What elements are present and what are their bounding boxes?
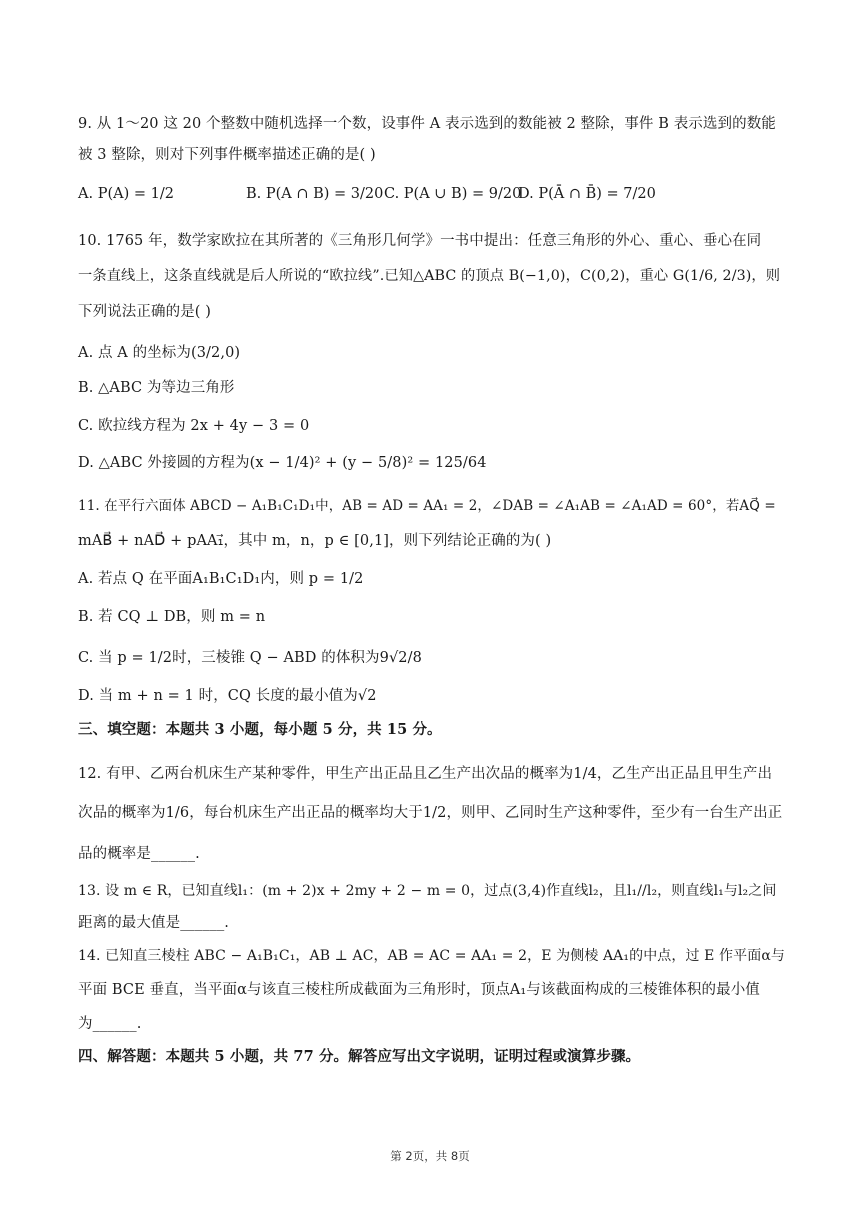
q9-option-b: B. P(A ∩ B) = 3/20 <box>246 186 384 202</box>
q10-option-a: A. 点 A 的坐标为(3/2,0) <box>78 345 241 361</box>
q12-line3: 品的概率是______. <box>78 846 200 862</box>
q11-option-b: B. 若 CQ ⊥ DB，则 m = n <box>78 609 266 625</box>
q9-line1: 9. 从 1～20 这 20 个整数中随机选择一个数，设事件 A 表示选到的数能被 2 整除，事件 B 表示选到的数能 <box>78 116 776 132</box>
q10-line3: 下列说法正确的是( ) <box>78 304 212 320</box>
section-heading-answers: 四、解答题：本题共 5 小题，共 77 分。解答应写出文字说明，证明过程或演算步骤。 <box>78 1048 641 1065</box>
q14-line1: 14. 已知直三棱柱 ABC − A₁B₁C₁，AB ⊥ AC，AB = AC = AA₁ = 2，E 为侧棱 AA₁的中点，过 E 作平面α与 <box>78 948 785 964</box>
q9-option-a: A. P(A) = 1/2 <box>78 186 174 202</box>
q11-line2: mAB⃗ + nAD⃗ + pAA₁⃗，其中 m，n，p ∈ [0,1]，则下列结论正确的为( ) <box>78 533 552 549</box>
q10-option-b: B. △ABC 为等边三角形 <box>78 380 235 396</box>
q10-option-d: D. △ABC 外接圆的方程为(x − 1/4)² + (y − 5/8)² = 125/64 <box>78 455 487 471</box>
q10-line2: 一条直线上，这条直线就是后人所说的“欧拉线”.已知△ABC 的顶点 B(−1,0)，C(0,2)，重心 G(1/6, 2/3)，则 <box>78 268 781 284</box>
q10-option-c: C. 欧拉线方程为 2x + 4y − 3 = 0 <box>78 418 310 434</box>
section-heading-fill-in: 三、填空题：本题共 3 小题，每小题 5 分，共 15 分。 <box>78 721 442 738</box>
q9-option-c: C. P(A ∪ B) = 9/20 <box>384 186 522 202</box>
q10-line1: 10. 1765 年，数学家欧拉在其所著的《三角形几何学》一书中提出：任意三角形的外心、重心、垂心在同 <box>78 233 762 249</box>
q13-line1: 13. 设 m ∈ R，已知直线l₁：(m + 2)x + 2my + 2 − m = 0，过点(3,4)作直线l₂，且l₁//l₂，则直线l₁与l₂之间 <box>78 883 777 899</box>
q11-option-a: A. 若点 Q 在平面A₁B₁C₁D₁内，则 p = 1/2 <box>78 571 364 587</box>
q14-line2: 平面 BCE 垂直，当平面α与该直三棱柱所成截面为三角形时，顶点A₁与该截面构成的三棱锥体积的最小值 <box>78 982 760 998</box>
q11-option-d: D. 当 m + n = 1 时，CQ 长度的最小值为√2 <box>78 688 377 704</box>
q13-line2: 距离的最大值是______. <box>78 915 230 931</box>
q12-line1: 12. 有甲、乙两台机床生产某种零件，甲生产出正品且乙生产出次品的概率为1/4，乙生产出正品且甲生产出 <box>78 766 773 782</box>
q11-line1: 11. 在平行六面体 ABCD − A₁B₁C₁D₁中，AB = AD = AA₁ = 2，∠DAB = ∠A₁AB = ∠A₁AD = 60°，若AQ⃗ = <box>78 498 776 514</box>
q11-option-c: C. 当 p = 1/2时，三棱锥 Q − ABD 的体积为9√2/8 <box>78 650 422 666</box>
q12-line2: 次品的概率为1/6，每台机床生产出正品的概率均大于1/2，则甲、乙同时生产这种零件，至少有一台生产出正 <box>78 805 783 821</box>
q14-line3: 为______. <box>78 1016 142 1032</box>
q9-line2: 被 3 整除，则对下列事件概率描述正确的是( ) <box>78 147 376 163</box>
page-number: 第 2页，共 8页 <box>390 1149 470 1163</box>
q9-option-d: D. P(Ā ∩ B̄) = 7/20 <box>518 186 656 202</box>
